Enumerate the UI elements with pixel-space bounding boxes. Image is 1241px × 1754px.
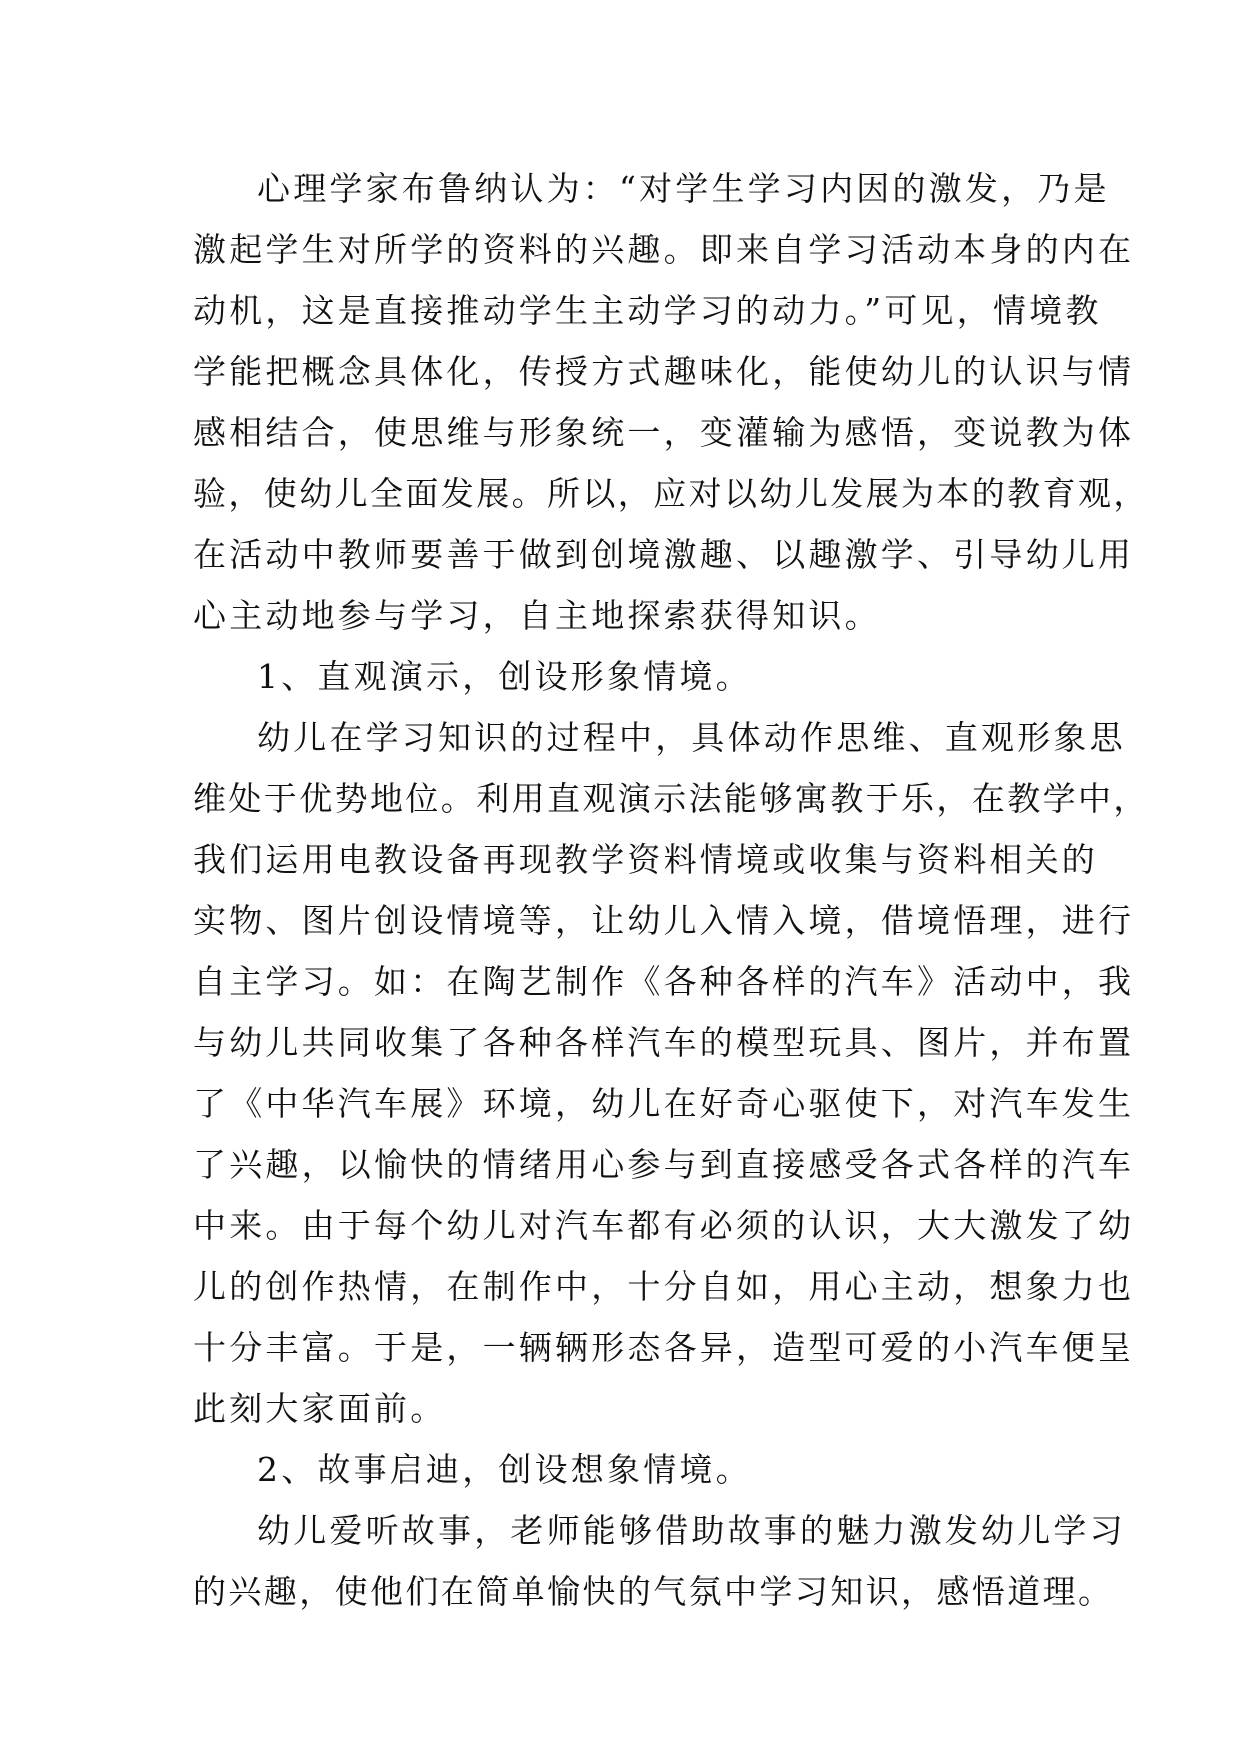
paragraph-line: 维处于优势地位。利用直观演示法能够寓教于乐，在教学中， <box>193 779 1149 818</box>
section-heading: 2、故事启迪，创设想象情境。 <box>257 1450 752 1489</box>
paragraph-line: 验，使幼儿全面发展。所以，应对以幼儿发展为本的教育观， <box>193 474 1149 513</box>
paragraph-line: 激起学生对所学的资料的兴趣。即来自学习活动本身的内在 <box>193 230 1135 269</box>
paragraph-line: 心主动地参与学习，自主地探索获得知识。 <box>193 596 881 635</box>
paragraph-line: 的兴趣，使他们在简单愉快的气氛中学习知识，感悟道理。 <box>193 1572 1114 1611</box>
paragraph-line: 幼儿在学习知识的过程中，具体动作思维、直观形象思 <box>257 718 1126 757</box>
paragraph-line: 学能把概念具体化，传授方式趣味化，能使幼儿的认识与情 <box>193 352 1135 391</box>
paragraph-line: 我们运用电教设备再现教学资料情境或收集与资料相关的 <box>193 840 1098 879</box>
paragraph-line: 实物、图片创设情境等，让幼儿入情入境，借境悟理，进行 <box>193 901 1135 940</box>
paragraph-line: 在活动中教师要善于做到创境激趣、以趣激学、引导幼儿用 <box>193 535 1135 574</box>
paragraph-line: 幼儿爱听故事，老师能够借助故事的魅力激发幼儿学习 <box>257 1511 1126 1550</box>
paragraph-line: 了兴趣，以愉快的情绪用心参与到直接感受各式各样的汽车 <box>193 1145 1135 1184</box>
paragraph-line: 自主学习。如：在陶艺制作《各种各样的汽车》活动中，我 <box>193 962 1135 1001</box>
paragraph-line: 动机，这是直接推动学生主动学习的动力。”可见，情境教 <box>193 291 1102 330</box>
paragraph-line: 了《中华汽车展》环境，幼儿在好奇心驱使下，对汽车发生 <box>193 1084 1135 1123</box>
paragraph-line: 儿的创作热情，在制作中，十分自如，用心主动，想象力也 <box>193 1267 1135 1306</box>
paragraph-line: 此刻大家面前。 <box>193 1389 447 1428</box>
document-body <box>193 158 1149 1622</box>
paragraph-line: 十分丰富。于是，一辆辆形态各异，造型可爱的小汽车便呈 <box>193 1328 1135 1367</box>
paragraph-line: 心理学家布鲁纳认为：“对学生学习内因的激发，乃是 <box>257 169 1110 208</box>
paragraph-line: 中来。由于每个幼儿对汽车都有必须的认识，大大激发了幼 <box>193 1206 1135 1245</box>
section-heading: 1、直观演示，创设形象情境。 <box>257 657 752 696</box>
paragraph-line: 感相结合，使思维与形象统一，变灌输为感悟，变说教为体 <box>193 413 1135 452</box>
paragraph-line: 与幼儿共同收集了各种各样汽车的模型玩具、图片，并布置 <box>193 1023 1135 1062</box>
